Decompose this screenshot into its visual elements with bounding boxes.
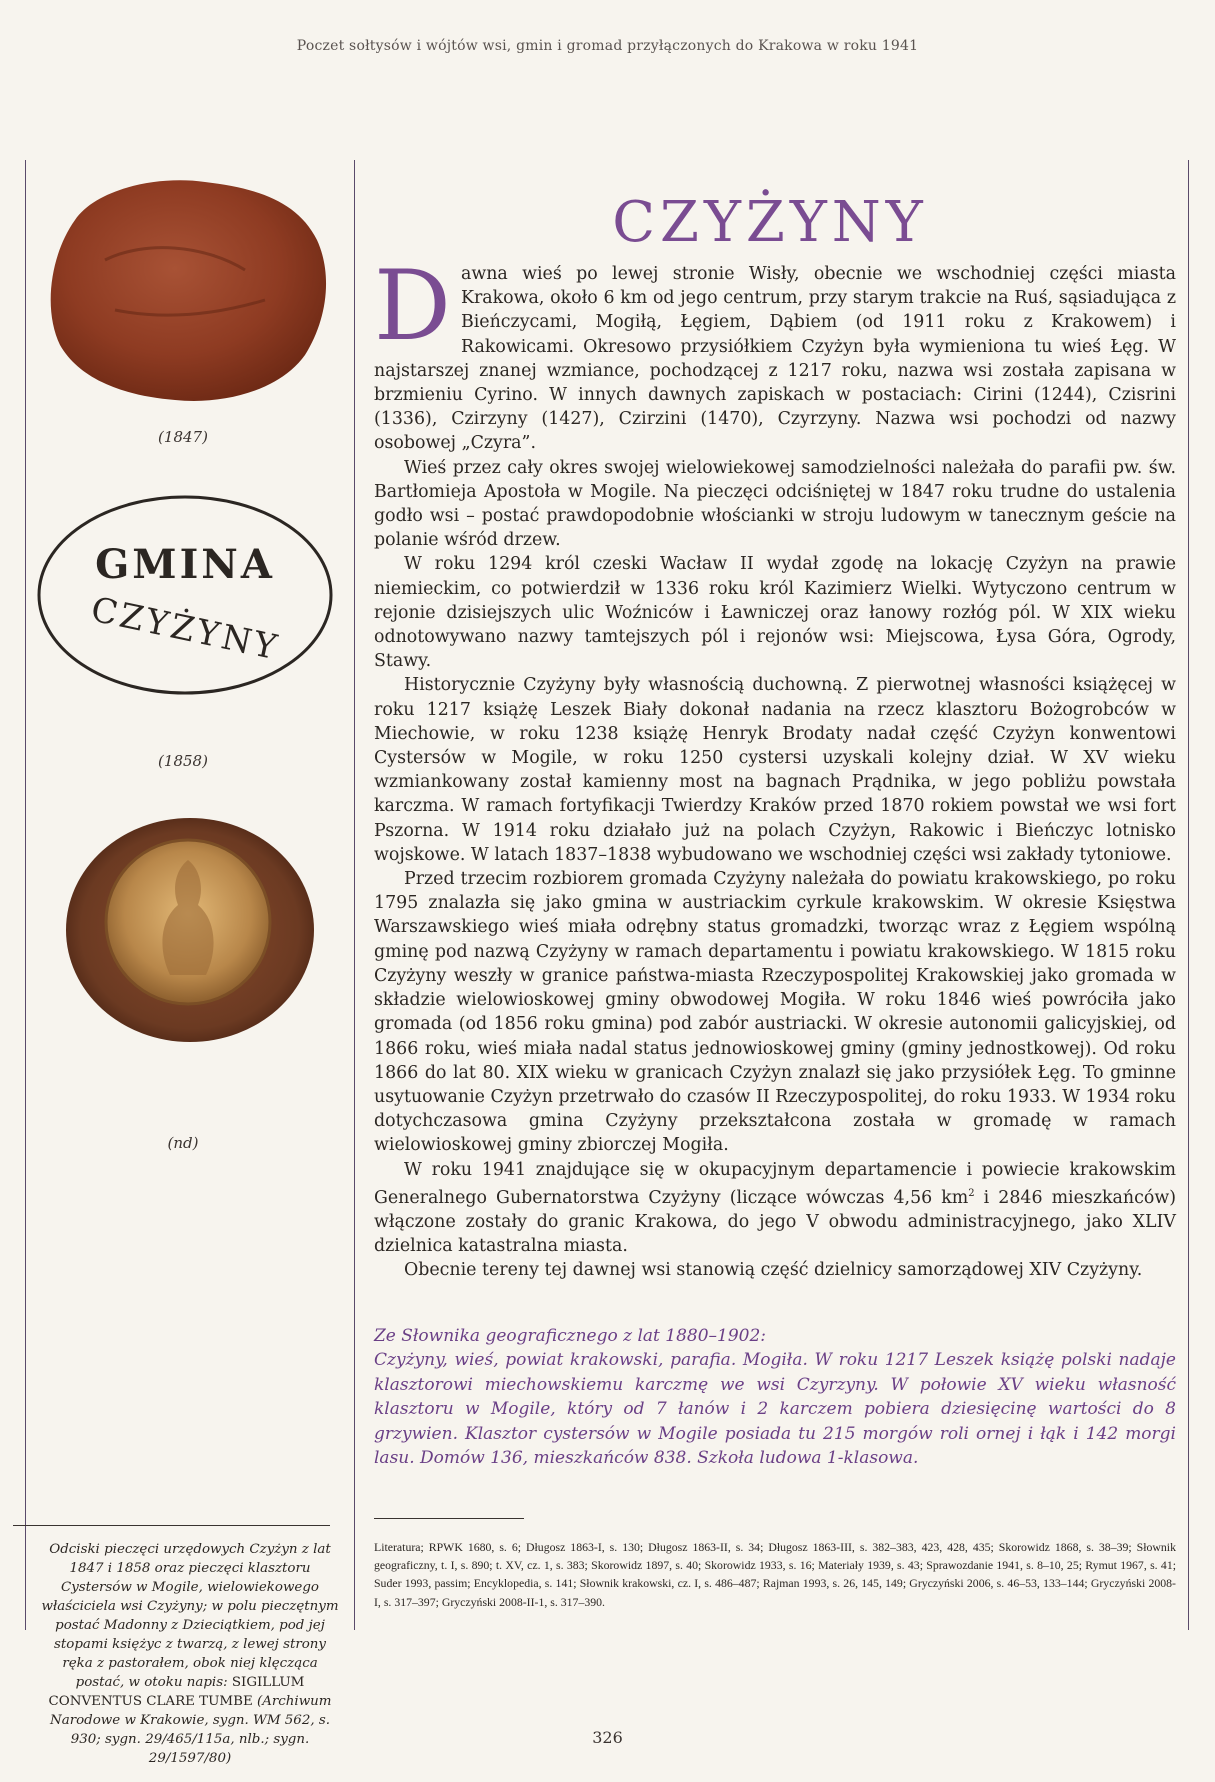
paragraph-6: W roku 1941 znajdujące się w okupacyjnym departamencie i powiecie krakowskim Generalnego Gubernatorstwa Czyżyny (liczące wówczas 4,56 $km^2$ i 2846 mieszkańców) włączone zostały do granic Krakowa, do jego V obwodu administracyjnego, jako XLIV dzielnica katastralna miasta. (374, 1159, 1176, 1256)
sidebar-note-rule (13, 1525, 330, 1526)
paragraph-3: W roku 1294 król czeski Wacław II wydał zgodę na lokację Czyżyn na prawie niemieckim, co potwierdził w 1336 roku król Kazimierz Wielki. Wytyczono centrum w rejonie dzisiejszych ulic Woźniców i Ławniczej oraz łanowy rozłóg pól. W XIX wieku odnotowywano nazwy tamtejszych pól i rejonów wsi: Miejscowa, Łysa Góra, Ogrody, Stawy. (374, 554, 1176, 672)
cistercian-seal-image (60, 810, 320, 1050)
paragraph-7: Obecnie tereny tej dawnej wsi stanowią część dzielnicy samorządowej XIV Czyżyny. (404, 1260, 1143, 1281)
sidebar-note-archive: (Archiwum Narodowe w Krakowie, sygn. WM 562, s. 930; sygn. 29/465/115a, nlb.; sygn. 29/1597/80) (50, 1694, 332, 1766)
seal-1847-image (35, 170, 335, 410)
seal-nd-caption: (nd) (167, 1134, 199, 1152)
seal-1858-caption: (1858) (158, 752, 208, 770)
paragraph-2: Wieś przez cały okres swojej wielowiekowej samodzielności należała do parafii pw. św. Bartłomieja Apostoła w Mogile. Na pieczęci odciśniętej w 1847 roku trudne do ustalenia godło wsi – postać prawdopodobnie włościanki w stroju ludowym w tanecznym geście na polanie wśród drzew. (374, 457, 1176, 551)
column-rule-left (354, 160, 355, 1630)
stamp-text-czyzyny: CZYŻYNY (87, 589, 283, 669)
running-head: Poczet sołtysów i wójtów wsi, gmin i gromad przyłączonych do Krakowa w roku 1941 (296, 38, 919, 54)
quote-heading: Ze Słownika geograficznego z lat 1880–1902: (374, 1326, 767, 1346)
page-title: CZYŻYNY (612, 189, 928, 255)
paragraph-5: Przed trzecim rozbiorem gromada Czyżyny należała do powiatu krakowskiego, po roku 1795 znalazła się jako gmina w austriackim cyrkule krakowskim. W okresie Księstwa Warszawskiego wieś miała odrębny status gromadzki, tworząc wraz z Łęgiem wspólną gminę pod nazwą Czyżyny w ramach departamentu i powiatu krakowskiego. W 1815 roku Czyżyny weszły w granice państwa-miasta Rzeczypospolitej Krakowskiej jako gromada w składzie wielowioskowej gminy obwodowej Mogiła. W roku 1846 wieś powróciła jako gromada (od 1856 roku gmina) pod zabór austriacki. W okresie autonomii galicyjskiej, od 1866 roku, wieś miała nadal status jednowioskowej gminy (gminy jednostkowej). Od roku 1866 do lat 80. XIX wieku w granicach Czyżyn znalazł się jako przysiółek Łęg. To gminne usytuowanie Czyżyn przetrwało do czasów II Rzeczypospolitej, do roku 1933. W 1934 roku dotychczasowa gmina Czyżyny przekształcona została w gromadę w ramach wielowioskowej gminy zbiorczej Mogiła. (374, 869, 1176, 1156)
quote-text: Czyżyny, wieś, powiat krakowski, parafia. Mogiła. W roku 1217 Leszek książę polski nadaje klasztorowi miechowskiemu karczmę we wsi Czyrzyny. W połowie XV wieku własność klasztoru w Mogile, który od 7 łanów i 2 karczem pobiera dziesięcinę wartości do 8 grzywien. Klasztor cystersów w Mogile posiada tu 215 morgów roli ornej i łąk i 142 morgi lasu. Domów 136, mieszkańców 838. Szkoła ludowa 1-klasowa. (374, 1350, 1176, 1469)
page-number: 326 (592, 1728, 623, 1747)
sidebar (25, 160, 341, 1630)
paragraph-4: Historycznie Czyżyny były własnością duchowną. Z pierwotnej własności książęcej w roku 1217 książę Leszek Biały dokonał nadania na rzecz klasztoru Bożogrobców w Miechowie, w roku 1238 książę Henryk Brodaty nadał część Czyżyn konwentowi Cystersów w Mogile, w roku 1250 cystersi uzyskali kolejny dział. W XV wieku wzmiankowany został kamienny most na bagnach Prądnika, w jego pobliżu powstała karczma. W ramach fortyfikacji Twierdzy Kraków przed 1870 rokiem powstał we wsi fort Pszorna. W 1914 roku działało już na polach Czyżyn, Rakowic i Bieńczyc lotnisko wojskowe. W latach 1837–1838 wybudowano we wschodniej części wsi zakłady tytoniowe. (374, 675, 1176, 865)
dictionary-quote (374, 1324, 1176, 1470)
paragraph-1: Dawna wieś po lewej stronie Wisły, obecnie we wschodniej części miasta Krakowa, około 6 km od jego centrum, przy starym trakcie na Ruś, sąsiadująca z Bieńczycami, Mogiłą, Łęgiem, Dąbiem (od 1911 roku z Krakowem) i Rakowicami. Okresowo przysiółkiem Czyżyn była wymieniona tu wieś Łęg. W najstarszej znanej wzmiance, pochodzącej z 1217 roku, nazwa wsi została zapisana w brzmieniu Cyrino. W innych dawnych zapiskach w postaciach: Cirini (1244), Czisrini (1336), Czirzyny (1427), Czirzini (1470), Czyrzyny. Nazwa wsi pochodzi od nazwy osobowej „Czyra”. (374, 250, 1176, 454)
literature-rule (374, 1518, 524, 1519)
seal-1858-stamp (33, 490, 338, 700)
main-text (374, 250, 1176, 1282)
sidebar-note-text: Odciski pieczęci urzędowych Czyżyn z lat 1847 i 1858 oraz pieczęci klasztoru Cystersów w Mogile, wielowiekowego właściciela wsi Czyżyny; w polu pieczętnym postać Madonny z Dzieciątkiem, pod jej stopami księżyc z twarzą, z lewej strony ręka z pastorałem, obok niej klęcząca postać, w otoku napis: (41, 1542, 339, 1690)
drop-cap: D (374, 250, 451, 362)
literature-list: Literatura; RPWK 1680, s. 6; Długosz 1863-I, s. 130; Długosz 1863-II, s. 34; Długosz 1863-III, s. 382–383, 423, 428, 435; Skorowidz 1868, s. 38–39; Słownik geograficzny, t. I, s. 890; t. XV, cz. 1, s. 383; Skorowidz 1897, s. 40; Skorowidz 1933, s. 16; Materiały 1939, s. 43; Sprawozdanie 1941, s. 8–10, 25; Rymut 1967, s. 41; Suder 1993, passim; Encyklopedia, s. 141; Słownik krakowski, cz. I, s. 486–487; Rajman 1993, s. 26, 145, 149; Gryczyński 2006, s. 46–53, 133–144; Gryczyński 2008-I, s. 317–397; Gryczyński 2008-II-1, s. 317–390. (374, 1540, 1176, 1609)
sidebar-note-inscription-2: CLARE TUMBE (146, 1694, 253, 1709)
stamp-text-gmina: GMINA (95, 541, 275, 588)
column-rule-right (1188, 160, 1189, 1630)
seal-1847-caption: (1847) (158, 428, 208, 446)
sidebar-note-inscription-1: SIGILLUM CONVENTUS (48, 1675, 305, 1709)
